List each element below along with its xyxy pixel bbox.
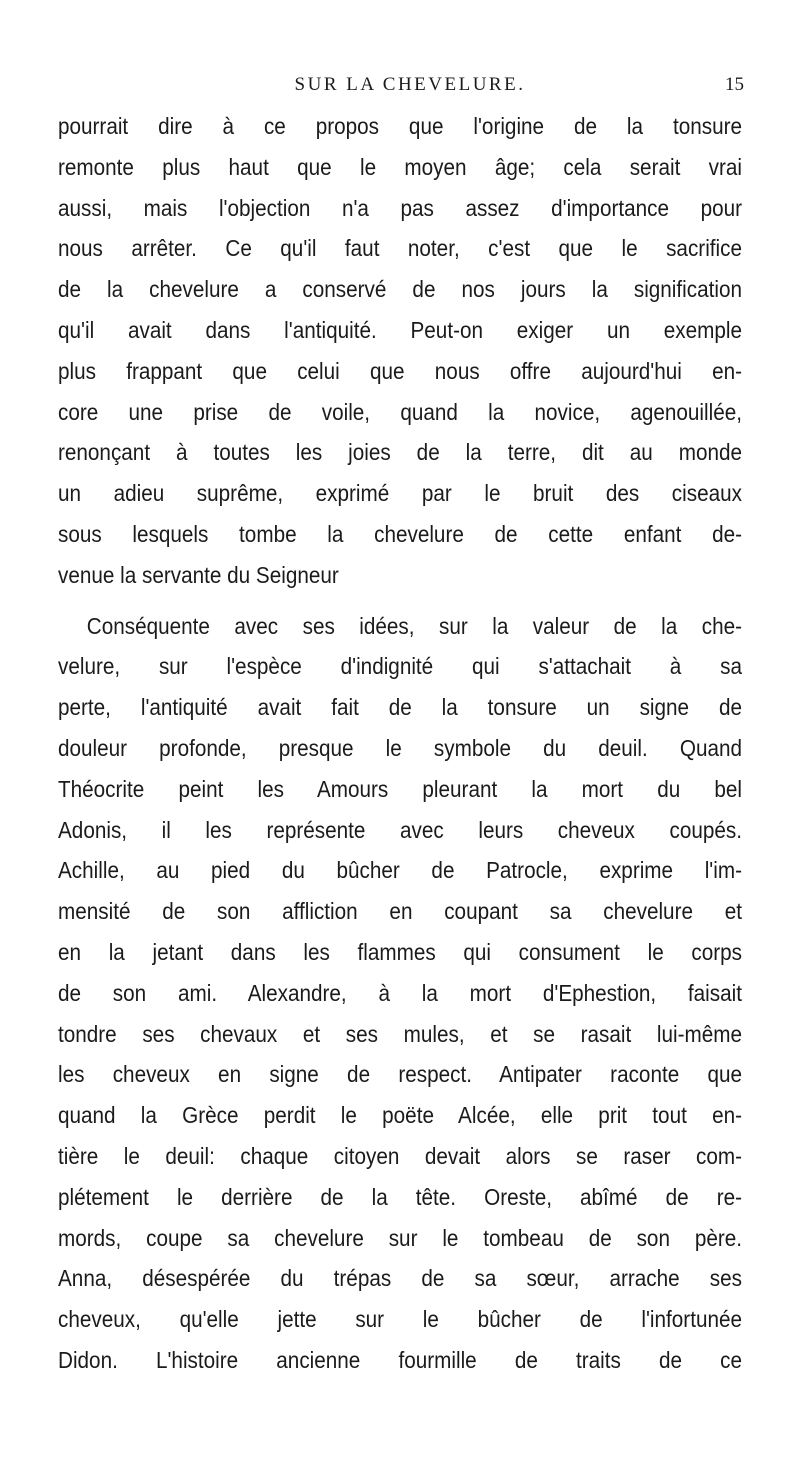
paragraph-gap (58, 596, 742, 606)
text-line: aussi, mais l'objection n'a pas assez d'importance pour (58, 194, 742, 221)
text-line: tondre ses chevaux et ses mules, et se rasait lui-même (58, 1020, 742, 1047)
running-head (0, 70, 800, 100)
text-line: velure, sur l'espèce d'indignité qui s'attachait à sa (58, 653, 742, 680)
page-number: 15 (725, 74, 744, 95)
text-line: de son ami. Alexandre, à la mort d'Ephestion, faisait (58, 979, 742, 1006)
text-line: plétement le derrière de la tête. Oreste, abîmé de re- (58, 1183, 742, 1210)
text-line: mords, coupe sa chevelure sur le tombeau de son père. (58, 1224, 742, 1251)
text-line: Adonis, il les représente avec leurs cheveux coupés. (58, 816, 742, 843)
text-line: Conséquente avec ses idées, sur la valeur de la che- (86, 612, 743, 639)
text-line: renonçant à toutes les joies de la terre, dit au monde (58, 439, 742, 466)
text-line: sous lesquels tombe la chevelure de cette enfant de- (58, 520, 742, 547)
text-line: Anna, désespérée du trépas de sa sœur, arrache ses (58, 1265, 742, 1292)
text-line: les cheveux en signe de respect. Antipater raconte que (58, 1061, 742, 1088)
text-line: cheveux, qu'elle jette sur le bûcher de l'infortunée (58, 1306, 742, 1333)
text-line: qu'il avait dans l'antiquité. Peut-on exiger un exemple (58, 316, 742, 343)
text-line: pourrait dire à ce propos que l'origine de la tonsure (58, 113, 742, 139)
text-line: nous arrêter. Ce qu'il faut noter, c'est que le sacrifice (58, 235, 742, 262)
running-title: SUR LA CHEVELURE. (294, 74, 526, 95)
text-line: remonte plus haut que le moyen âge; cela serait vrai (58, 153, 742, 180)
text-line: de la chevelure a conservé de nos jours la signification (58, 276, 742, 303)
text-line: plus frappant que celui que nous offre aujourd'hui en- (58, 357, 742, 384)
text-line: core une prise de voile, quand la novice, agenouillée, (58, 398, 742, 425)
text-line: perte, l'antiquité avait fait de la tonsure un signe de (58, 694, 742, 721)
text-line: Achille, au pied du bûcher de Patrocle, exprime l'im- (58, 857, 742, 884)
text-line: en la jetant dans les flammes qui consument le corps (58, 938, 742, 965)
text-line: tière le deuil: chaque citoyen devait alors se raser com- (58, 1142, 742, 1169)
paragraph-2 (58, 606, 742, 1381)
text-line: un adieu suprême, exprimé par le bruit des ciseaux (58, 480, 742, 507)
text-line: douleur profonde, presque le symbole du deuil. Quand (58, 734, 742, 761)
text-line: quand la Grèce perdit le poëte Alcée, elle prit tout en- (58, 1102, 742, 1129)
text-line: mensité de son affliction en coupant sa chevelure et (58, 898, 742, 925)
body-text (58, 106, 742, 1381)
paragraph-1 (58, 106, 742, 596)
text-line: Didon. L'histoire ancienne fourmille de traits de ce (58, 1346, 742, 1373)
text-line: venue la servante du Seigneur (58, 561, 339, 588)
text-line: Théocrite peint les Amours pleurant la mort du bel (58, 775, 742, 802)
